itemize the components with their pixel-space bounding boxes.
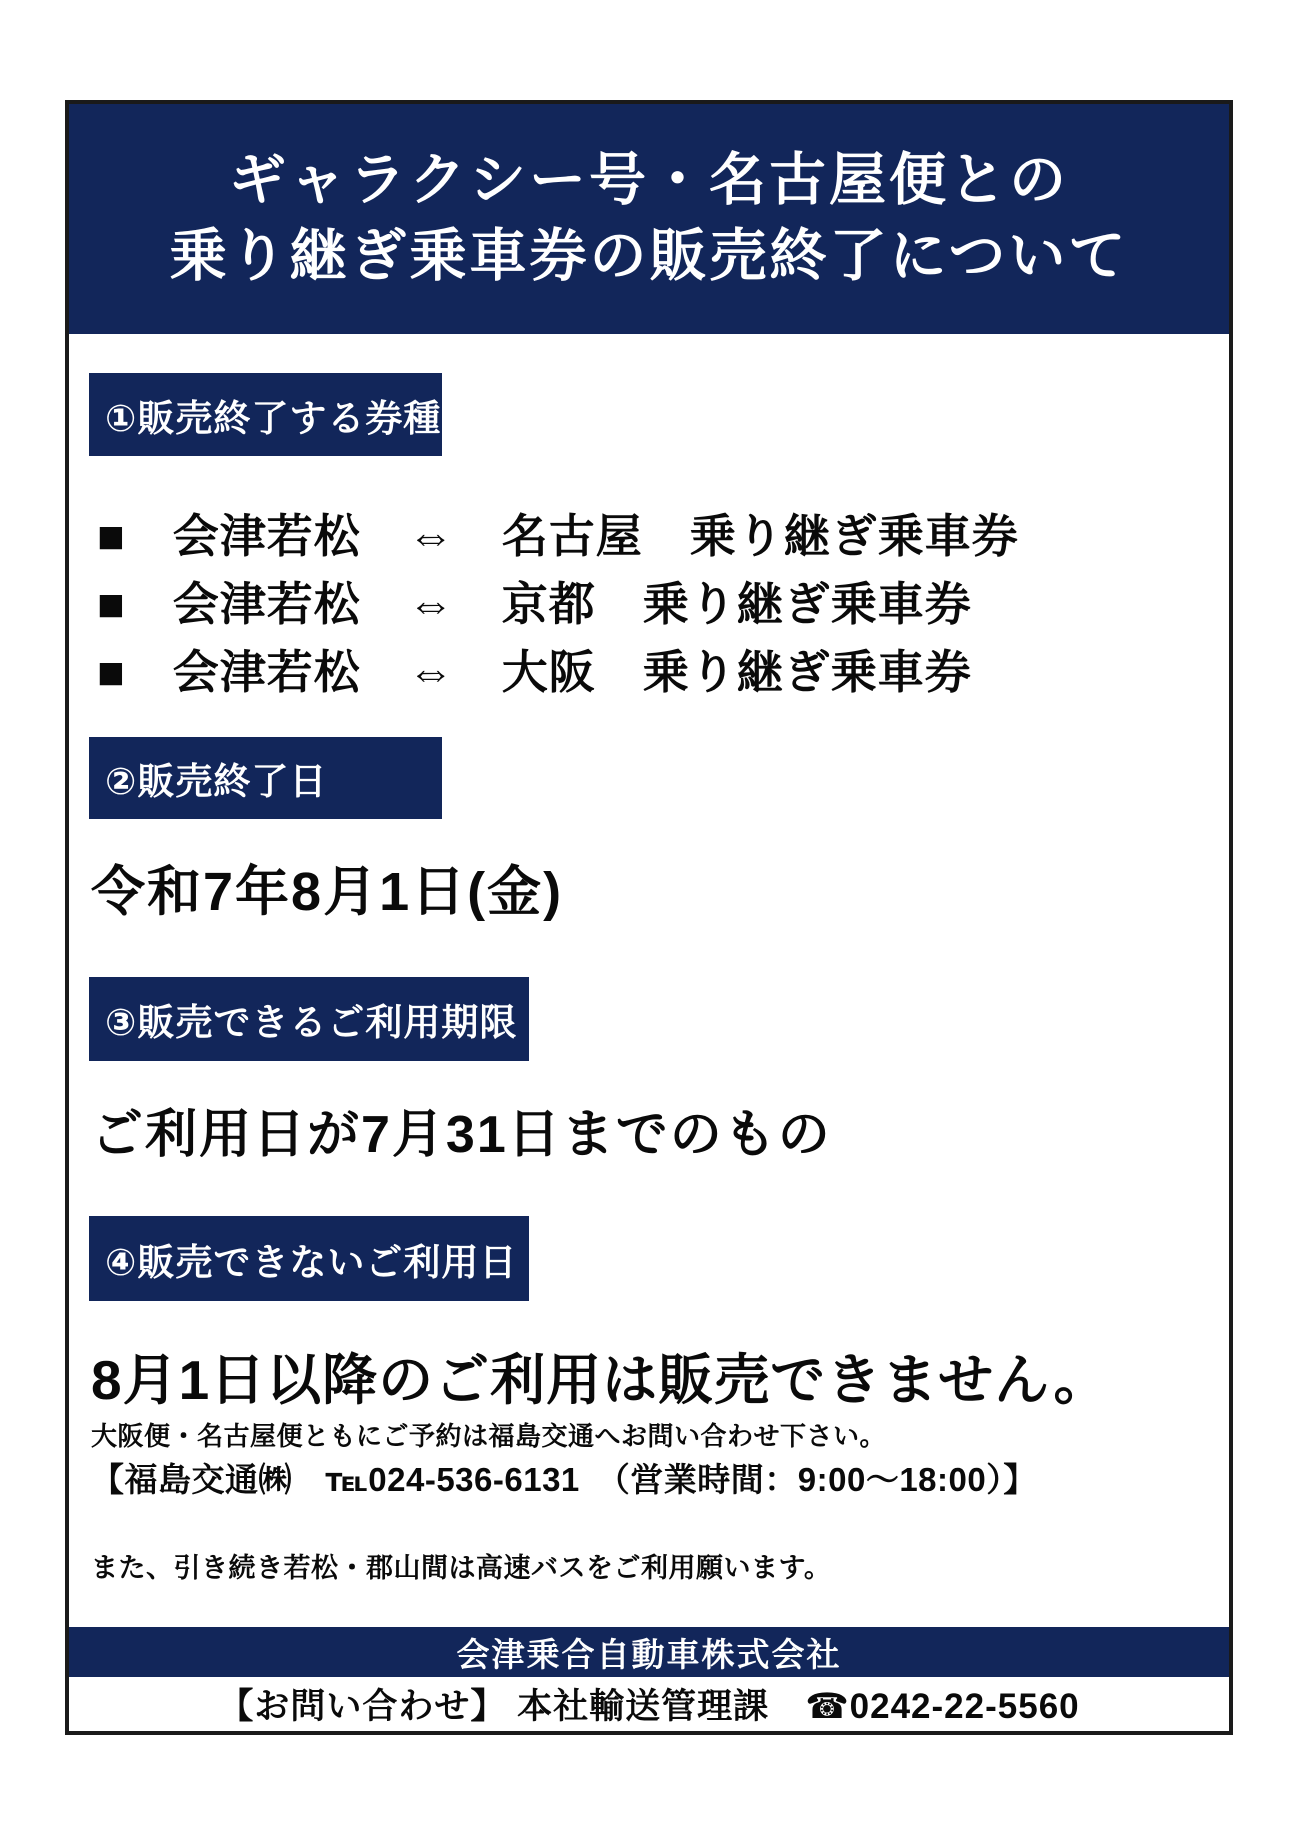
footer-contact-text: 【お問い合わせ】 本社輸送管理課 ☎0242-22-5560 [218,1687,1080,1726]
ticket-item-osaka: ■ 会津若松 ⇔ 大阪 乗り継ぎ乗車券 [97,646,972,698]
sales-end-date: 令和7年8月1日(金) [91,862,564,922]
section-header-usage-limit [89,977,529,1061]
notice-poster [65,100,1233,1735]
footer-company-band [69,1627,1229,1677]
ticket-type-list [97,502,1197,706]
poster-title-line1: ギャラクシー号・名古屋便との [229,148,1069,213]
poster-header [69,104,1229,334]
section-header-unavailable-dates [89,1216,529,1301]
highway-bus-note: また、引き続き若松・郡山間は高速バスをご利用願います。 [91,1553,832,1583]
reservation-note: 大阪便・名古屋便ともにご予約は福島交通へお問い合わせ下さい。 [91,1421,887,1451]
section-header-ticket-types [89,373,442,456]
section-header-usage-limit-label: ③販売できるご利用期限 [105,1002,518,1043]
section-header-end-date-label: ②販売終了日 [105,761,328,802]
section-header-ticket-types-label: ①販売終了する券種 [105,397,442,439]
section-header-unavailable-dates-label: ④販売できないご利用日 [105,1241,518,1283]
company-name: 会津乗合自動車株式会社 [456,1635,842,1673]
ticket-item-kyoto: ■ 会津若松 ⇔ 京都 乗り継ぎ乗車券 [97,578,972,630]
poster-title-line2: 乗り継ぎ乗車券の販売終了について [169,224,1129,288]
footer-contact-row [69,1677,1229,1731]
unavailable-notice-text: 8月1日以降のご利用は販売できません。 [91,1349,1110,1411]
fukushima-kotsu-contact: 【福島交通㈱ ℡024-536-6131 （営業時間：9:00～18:00）】 [91,1461,1037,1498]
ticket-item-nagoya: ■ 会津若松 ⇔ 名古屋 乗り継ぎ乗車券 [97,510,1019,562]
section-header-end-date [89,737,442,819]
usage-limit-text: ご利用日が7月31日までのもの [91,1106,832,1164]
